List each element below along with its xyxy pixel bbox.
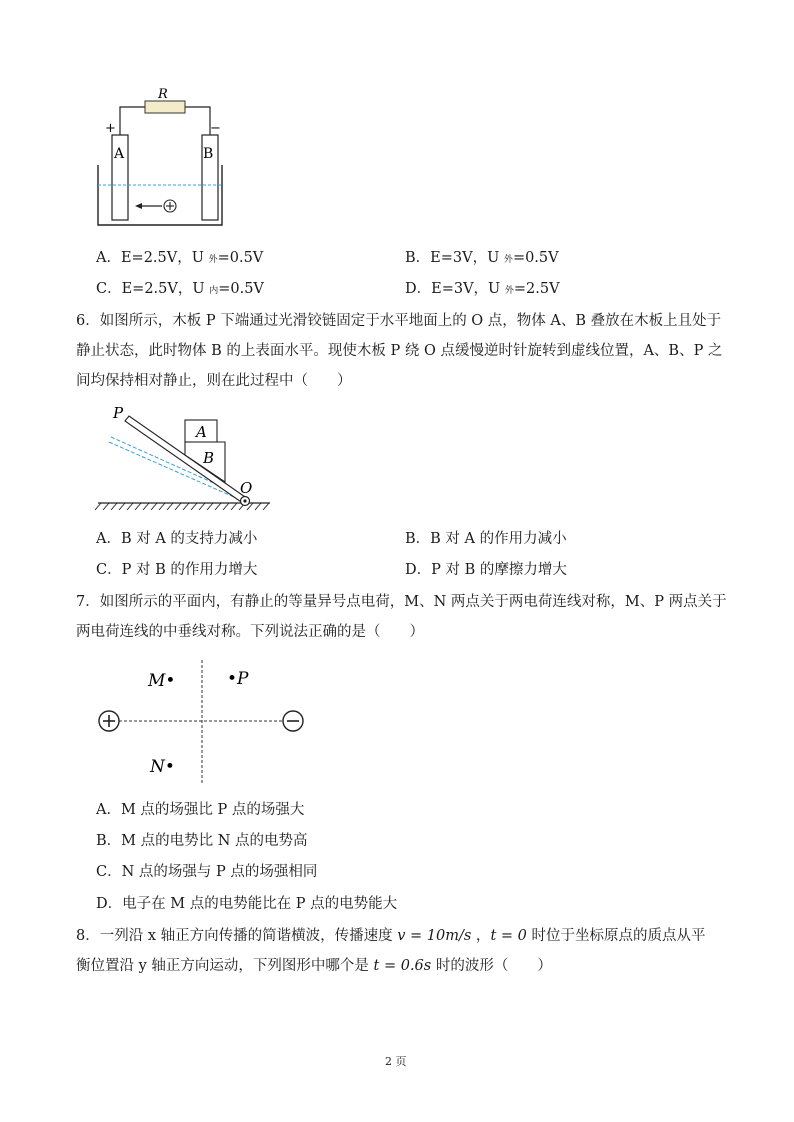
q7-option-a: A．M 点的场强比 P 点的场强大 <box>96 802 305 818</box>
point-n-label: N• <box>150 757 175 777</box>
q5-option-b: B．E=3V，U 外=0.5V <box>405 250 559 266</box>
q6-option-b: B．B 对 A 的作用力减小 <box>405 531 567 547</box>
point-o-label: O <box>240 479 253 497</box>
q7-charges-figure <box>95 658 315 786</box>
board-p-label: P <box>113 404 124 422</box>
q5-circuit-figure <box>90 85 240 235</box>
q6-stem-line1: 6．如图所示，木板 P 下端通过光滑铰链固定于水平地面上的 O 点，物体 A、B 叠放在木板上且处于 <box>76 313 722 329</box>
q7-option-b: B．M 点的电势比 N 点的电势高 <box>96 833 308 849</box>
q6-stem-line3: 间均保持相对静止，则在此过程中（ ） <box>76 373 352 389</box>
q6-option-d: D．P 对 B 的摩擦力增大 <box>405 562 567 578</box>
q7-option-c: C．N 点的场强与 P 点的场强相同 <box>96 864 318 880</box>
block-b-label: B <box>203 449 215 467</box>
electrode-b-label: B <box>203 146 214 162</box>
q5-option-c: C．E=2.5V，U 内=0.5V <box>96 281 264 297</box>
q8-stem-line2: 衡位置沿 y 轴正方向运动，下列图形中哪个是 t = 0.6s 时的波形（ ） <box>76 958 552 974</box>
q6-option-a: A．B 对 A 的支持力减小 <box>96 531 258 547</box>
q8-stem-line1: 8．一列沿 x 轴正方向传播的简谐横波，传播速度 v = 10m/s ，t = 0 时位于坐标原点的质点从平 <box>76 928 706 944</box>
minus-sign: − <box>210 121 221 136</box>
page-number: 2 页 <box>385 1055 407 1068</box>
time-formula: t = 0.6s <box>373 958 432 974</box>
q5-option-a: A．E=2.5V，U 外=0.5V <box>96 250 264 266</box>
electrode-a-label: A <box>114 146 125 162</box>
point-p-label: •P <box>227 669 249 689</box>
point-m-label: M• <box>148 671 176 691</box>
plus-sign: + <box>105 121 116 136</box>
q7-stem-line2: 两电荷连线的中垂线对称。下列说法正确的是（ ） <box>76 624 424 640</box>
q6-incline-figure <box>95 400 275 520</box>
q5-option-d: D．E=3V，U 外=2.5V <box>405 281 560 297</box>
resistor <box>145 101 185 113</box>
q6-stem-line2: 静止状态，此时物体 B 的上表面水平。现使木板 P 绕 O 点缓慢逆时针旋转到虚线位置，A、B、P 之 <box>76 343 723 359</box>
q7-stem-line1: 7．如图所示的平面内，有静止的等量异号点电荷，M、N 两点关于两电荷连线对称，M、P 两点关于 <box>76 594 727 610</box>
block-a-label: A <box>196 423 207 441</box>
time-zero-formula: t = 0 <box>490 928 527 944</box>
q6-option-c: C．P 对 B 的作用力增大 <box>96 562 258 578</box>
q7-option-d: D．电子在 M 点的电势能比在 P 点的电势能大 <box>96 896 398 912</box>
resistor-label: R <box>158 87 168 102</box>
velocity-formula: v = 10m/s <box>397 928 472 944</box>
